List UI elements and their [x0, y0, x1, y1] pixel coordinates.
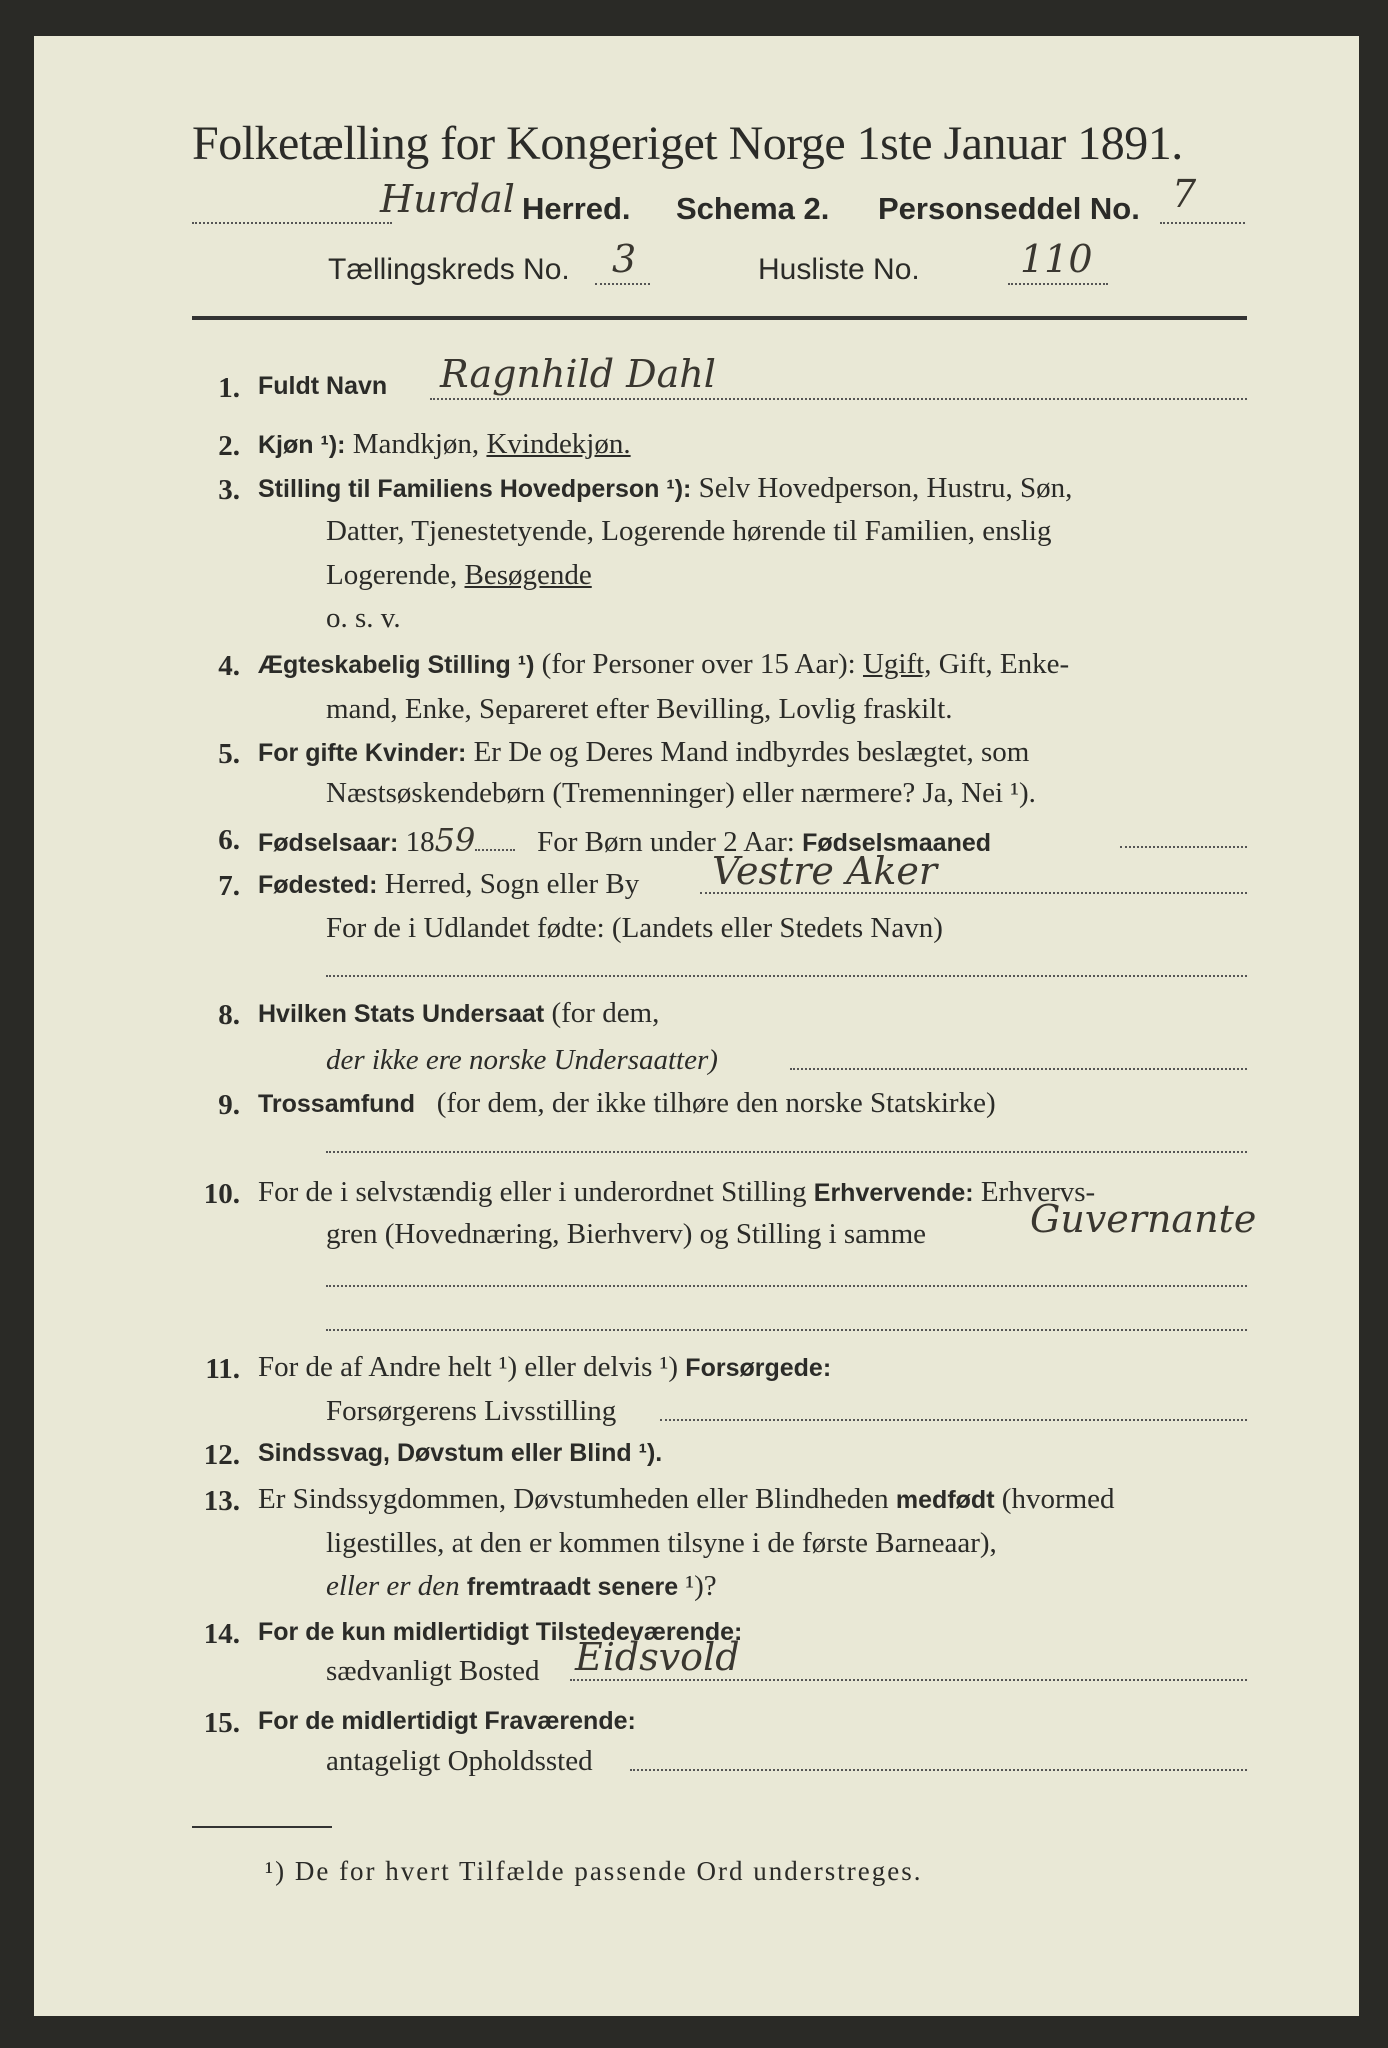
birth-year-label: Fødselsaar:	[258, 829, 399, 857]
kreds-label: Tællingskreds No.	[328, 253, 570, 286]
item-number: 10.	[203, 1178, 240, 1210]
options-line: o. s. v.	[326, 602, 401, 634]
marital-note: (for Personer over 15 Aar):	[541, 648, 856, 680]
option-ugift-selected: Ugift,	[862, 648, 932, 680]
item-number: 15.	[203, 1707, 240, 1739]
family-position-label: Stilling til Familiens Hovedperson ¹):	[258, 475, 692, 503]
question-text: For de i Udlandet fødte: (Landets eller Stedets Navn)	[326, 912, 943, 944]
question-text: Er De og Deres Mand indbyrdes beslægtet, som	[473, 736, 1030, 768]
disability-label: Sindssvag, Døvstum eller Blind ¹).	[258, 1439, 663, 1467]
temporary-present-label: For de kun midlertidigt Tilstedeværende:	[258, 1618, 743, 1646]
item-number: 11.	[205, 1353, 240, 1385]
item-number: 9.	[218, 1089, 240, 1121]
occupation-label: Erhvervende:	[813, 1179, 974, 1207]
congenital-label: medfødt	[895, 1486, 995, 1514]
supported-label: Forsørgede:	[685, 1354, 832, 1382]
citizenship-label: Hvilken Stats Undersaat	[258, 1000, 545, 1028]
option-male: Mandkjøn,	[352, 428, 480, 460]
item-number: 7.	[218, 870, 240, 902]
item-number: 13.	[203, 1485, 240, 1517]
item-number: 6.	[218, 824, 240, 856]
question-text: Er Sindssygdommen, Døvstumheden eller Blindheden	[258, 1483, 889, 1515]
herred-value: Hurdal	[380, 177, 515, 221]
header-rule	[192, 316, 1247, 320]
birthplace-value: Vestre Aker	[712, 849, 938, 893]
item-number: 4.	[218, 650, 240, 682]
occupation-value: Guvernante	[1030, 1197, 1257, 1241]
options-line: Gift, Enke-	[938, 648, 1070, 680]
question-text: der ikke ere norske Undersaatter)	[326, 1044, 718, 1076]
question-text: ¹)?	[685, 1570, 717, 1602]
option-female-selected: Kvindekjøn.	[486, 428, 631, 460]
sex-label: Kjøn ¹):	[258, 431, 346, 459]
question-text: gren (Hovednæring, Bierhverv) og Stilling i samme	[326, 1218, 927, 1250]
question-text: Næstsøskendebørn (Tremenninger) eller nærmere? Ja, Nei ¹).	[326, 777, 1036, 809]
footnote: ¹) De for hvert Tilfælde passende Ord understreges.	[265, 1856, 923, 1886]
birth-month-label: Fødselsmaaned	[802, 829, 992, 857]
husliste-value: 110	[1020, 237, 1093, 281]
item-number: 3.	[218, 474, 240, 506]
options-line: Selv Hovedperson, Hustru, Søn,	[698, 472, 1073, 504]
married-women-label: For gifte Kvinder:	[258, 739, 467, 767]
husliste-label: Husliste No.	[758, 253, 920, 286]
schema-label: Schema 2.	[676, 191, 830, 226]
question-text: ligestilles, at den er kommen tilsyne i de første Barneaar),	[326, 1527, 997, 1559]
item-number: 2.	[218, 430, 240, 462]
question-text: (for dem,	[551, 997, 660, 1029]
item-number: 14.	[203, 1618, 240, 1650]
question-text: For de i selvstændig eller i underordnet Stilling	[258, 1176, 807, 1208]
option-logerende: Logerende,	[326, 559, 458, 591]
item-number: 5.	[218, 738, 240, 770]
form-title: Folketælling for Kongeriget Norge 1ste Januar 1891.	[192, 117, 1183, 170]
footnote-rule	[192, 1826, 332, 1828]
question-text: (for dem, der ikke tilhøre den norske Statskirke)	[436, 1087, 996, 1119]
acquired-label: fremtraadt senere	[466, 1573, 679, 1601]
question-text: sædvanligt Bosted	[326, 1655, 540, 1687]
marital-label: Ægteskabelig Stilling ¹)	[258, 651, 535, 679]
full-name-label: Fuldt Navn	[258, 372, 388, 400]
item-number: 8.	[218, 999, 240, 1031]
question-text: For Børn under 2 Aar:	[537, 826, 795, 858]
item-number: 12.	[203, 1439, 240, 1471]
birth-year-value: 59	[434, 821, 476, 859]
question-text: For de af Andre helt ¹) eller delvis ¹)	[258, 1351, 679, 1383]
usual-residence-value: Eidsvold	[575, 1635, 740, 1679]
question-text: antageligt Opholdssted	[326, 1745, 593, 1777]
personseddel-value: 7	[1172, 172, 1197, 216]
herred-label: Herred.	[522, 191, 631, 226]
question-text: (hvormed	[1001, 1483, 1115, 1515]
options-line: mand, Enke, Separeret efter Bevilling, Lovlig fraskilt.	[326, 693, 953, 725]
question-text: Herred, Sogn eller By	[384, 868, 640, 900]
question-text: Forsørgerens Livsstilling	[326, 1395, 617, 1427]
question-text: Erhvervs-	[980, 1176, 1096, 1208]
religion-label: Trossamfund	[258, 1090, 415, 1118]
temporary-absent-label: For de midlertidigt Fraværende:	[258, 1707, 636, 1735]
full-name-value: Ragnhild Dahl	[440, 352, 716, 396]
option-besogende-selected: Besøgende	[464, 559, 592, 591]
options-line: Datter, Tjenestetyende, Logerende hørende til Familien, enslig	[326, 515, 1052, 547]
item-number: 1.	[218, 372, 240, 404]
personseddel-label: Personseddel No.	[878, 191, 1140, 226]
question-text: eller er den	[326, 1570, 460, 1602]
kreds-value: 3	[612, 237, 637, 281]
birth-year-prefix: 18	[405, 826, 435, 858]
birthplace-label: Fødested:	[258, 871, 378, 899]
